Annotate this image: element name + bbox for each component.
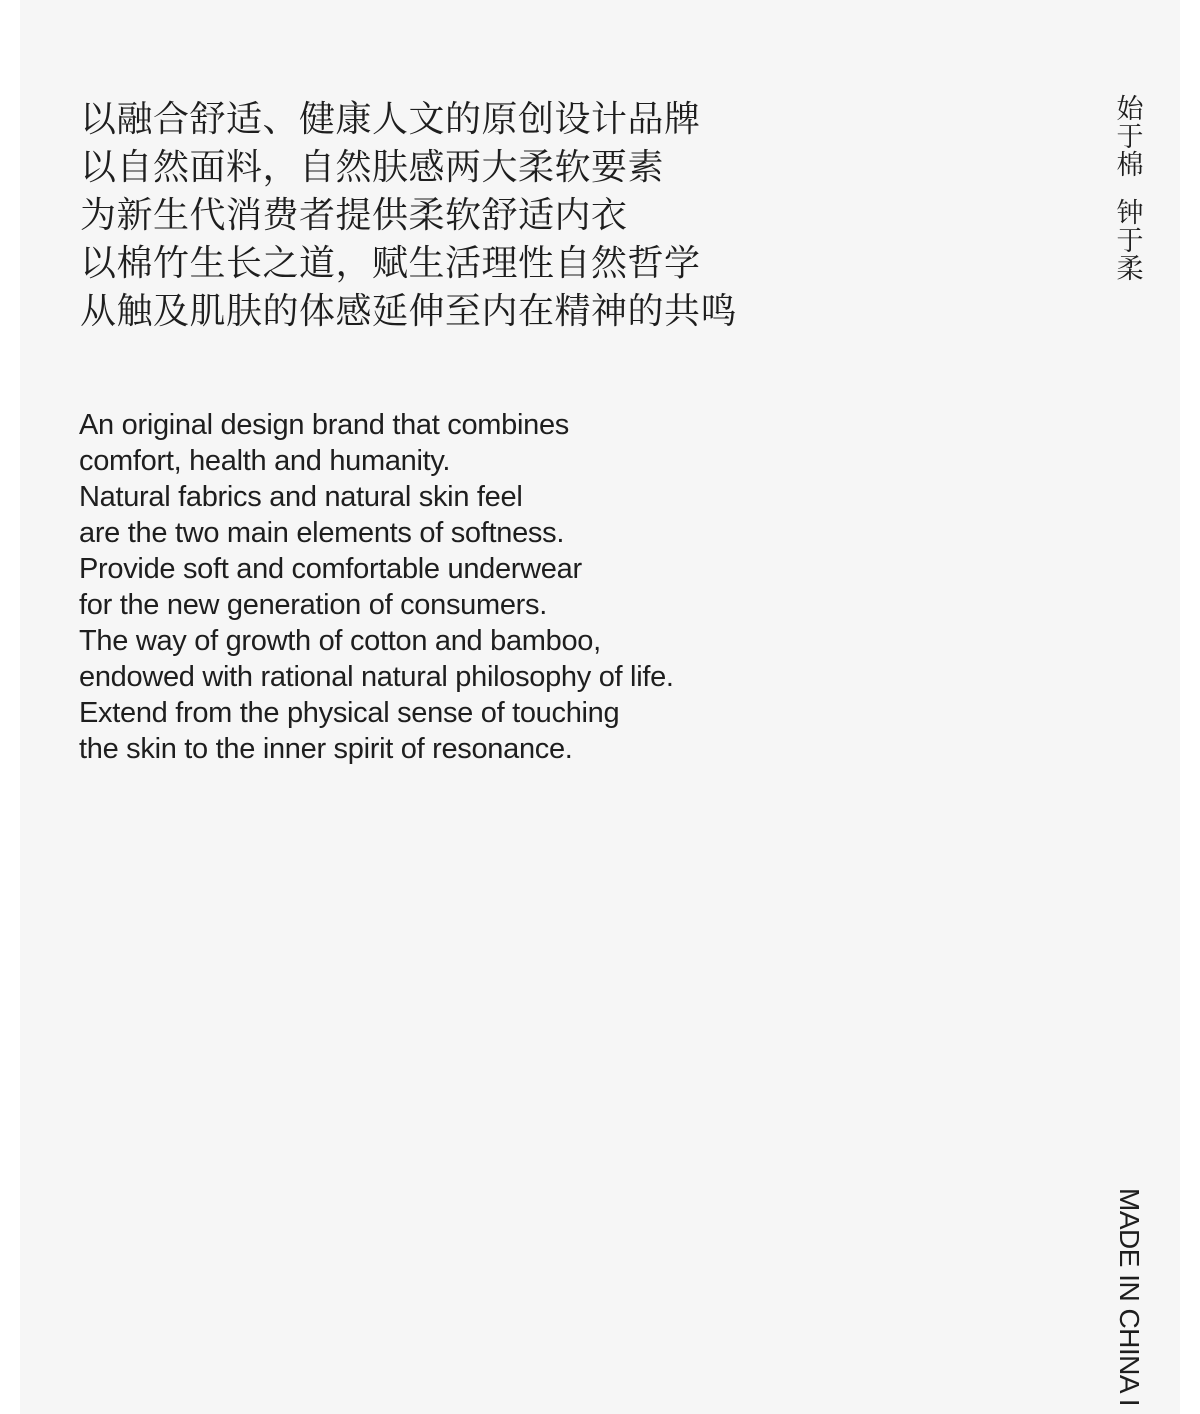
- chinese-text-block: [80, 96, 737, 336]
- vertical-slogan-second: [1114, 200, 1146, 284]
- slogan-char: 于: [1116, 226, 1144, 257]
- slogan-char: 始: [1116, 94, 1144, 125]
- english-line: the skin to the inner spirit of resonance.: [79, 733, 573, 765]
- made-in-text: MADE IN CHINA I: [1114, 1188, 1145, 1407]
- english-line: An original design brand that combines: [79, 409, 569, 441]
- english-text-block: [79, 407, 674, 767]
- content-panel: [20, 0, 1180, 1414]
- slogan-char: 于: [1116, 122, 1144, 153]
- english-line: for the new generation of consumers.: [79, 589, 547, 621]
- slogan-char: 柔: [1116, 254, 1144, 285]
- english-line: The way of growth of cotton and bamboo,: [79, 625, 601, 657]
- chinese-line: 以棉竹生长之道，赋生活理性自然哲学: [80, 243, 701, 284]
- english-line: Provide soft and comfortable underwear: [79, 553, 582, 585]
- made-in-china-label: [1114, 1188, 1146, 1407]
- slogan-char: 棉: [1116, 150, 1144, 181]
- slogan-char: 钟: [1116, 198, 1144, 229]
- english-line: are the two main elements of softness.: [79, 517, 565, 549]
- english-line: endowed with rational natural philosophy of life.: [79, 661, 674, 693]
- chinese-line: 为新生代消费者提供柔软舒适内衣: [80, 195, 628, 236]
- chinese-line: 以融合舒适、健康人文的原创设计品牌: [80, 99, 701, 140]
- english-line: comfort, health and humanity.: [79, 445, 451, 477]
- vertical-slogan-first: [1114, 96, 1146, 180]
- chinese-line: 以自然面料，自然肤感两大柔软要素: [80, 147, 665, 188]
- english-line: Extend from the physical sense of touching: [79, 697, 620, 729]
- chinese-line: 从触及肌肤的体感延伸至内在精神的共鸣: [80, 291, 738, 332]
- english-line: Natural fabrics and natural skin feel: [79, 481, 523, 513]
